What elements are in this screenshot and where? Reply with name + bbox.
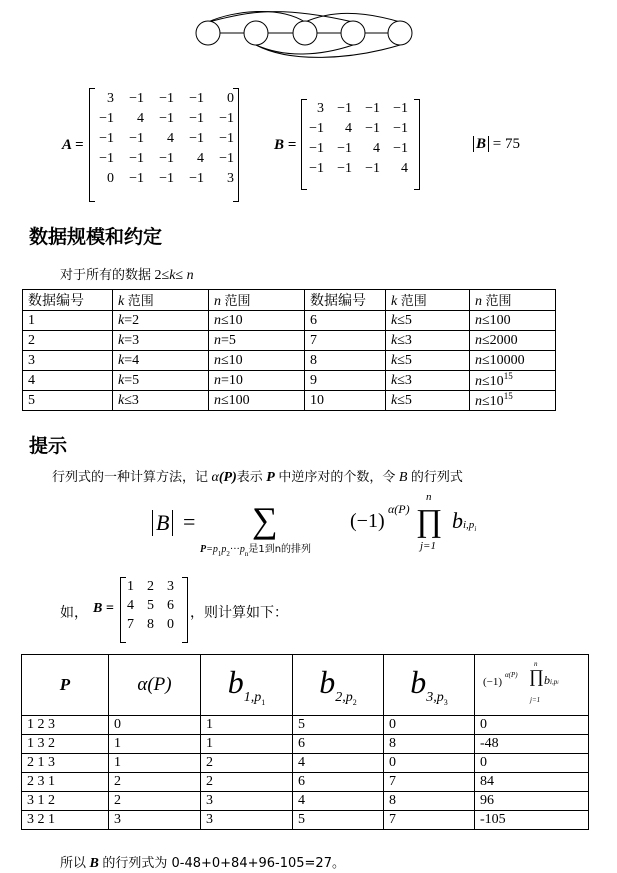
header-k-text-2: 范围 bbox=[400, 294, 427, 309]
sum-sub-eq: =p bbox=[206, 544, 218, 555]
example-matrix bbox=[120, 577, 188, 643]
conclusion-text-2: 的行列式为 0-48+0+84+96-105=27。 bbox=[102, 856, 345, 871]
table-cell bbox=[113, 311, 209, 331]
scale-cond-k: k bbox=[169, 268, 176, 283]
table-cell: -48 bbox=[475, 735, 589, 754]
perm-header-alpha bbox=[109, 655, 201, 716]
matrix-cell: −1 bbox=[365, 161, 380, 176]
matrix-cell: −1 bbox=[219, 151, 234, 166]
header-n-text-2: 范围 bbox=[485, 294, 512, 309]
matrix-cell: −1 bbox=[309, 161, 324, 176]
header-n-var: n bbox=[214, 294, 221, 309]
hint-p: P bbox=[266, 470, 275, 485]
table-row bbox=[22, 735, 589, 754]
example-b-label: B = bbox=[93, 601, 114, 616]
table-cell: 0 bbox=[475, 754, 589, 773]
perm-header-b2-subsub: 2 bbox=[352, 697, 357, 707]
exponent: 15 bbox=[503, 371, 513, 381]
variable: n bbox=[475, 312, 482, 328]
graph-node-5 bbox=[388, 21, 412, 45]
section-title-data-scale: 数据规模和约定 bbox=[29, 226, 163, 248]
matrix-a-grid bbox=[90, 88, 238, 187]
perm-header-b2-sub: 2,p bbox=[335, 689, 353, 705]
table-cell: 7 bbox=[384, 811, 475, 830]
example-prefix: 如， bbox=[60, 605, 88, 621]
inequality-text: n≤100 bbox=[475, 312, 511, 328]
header-k-var: k bbox=[118, 294, 125, 309]
matrix-cell: 4 bbox=[345, 121, 352, 136]
header-k-text: 范围 bbox=[127, 294, 154, 309]
matrix-cell: 0 bbox=[227, 91, 234, 106]
table-cell bbox=[209, 351, 305, 371]
matrix-a-label: A = bbox=[62, 137, 84, 153]
inequality-text: k≤5 bbox=[391, 352, 412, 368]
formula-eq: = bbox=[183, 509, 196, 534]
matrix-cell: −1 bbox=[99, 131, 114, 146]
variable: n bbox=[475, 374, 482, 389]
variable: n bbox=[214, 352, 221, 368]
inequality-text: k=4 bbox=[118, 352, 140, 368]
matrix-cell: −1 bbox=[99, 151, 114, 166]
table-cell: 2 bbox=[109, 792, 201, 811]
variable: k bbox=[118, 392, 125, 408]
variable: n bbox=[475, 352, 482, 368]
table-cell bbox=[386, 351, 470, 371]
sum-sub-p: P bbox=[200, 544, 207, 555]
matrix-cell: 3 bbox=[167, 579, 174, 594]
table-row bbox=[23, 331, 556, 351]
matrix-cell: −1 bbox=[337, 141, 352, 156]
variable: n bbox=[475, 394, 482, 409]
matrix-cell: −1 bbox=[393, 121, 408, 136]
matrix-cell: −1 bbox=[129, 91, 144, 106]
variable: k bbox=[391, 332, 398, 348]
sum-sub-text: 是1到n的排列 bbox=[248, 544, 312, 555]
hint-text-4: 的行列式 bbox=[410, 470, 463, 485]
variable: n bbox=[475, 332, 482, 348]
hint-text-1: 行列式的一种计算方法，记 bbox=[52, 470, 209, 485]
perm-header-b3-subsub: 3 bbox=[443, 697, 448, 707]
hint-b: B bbox=[398, 470, 408, 485]
table-cell: 8 bbox=[384, 735, 475, 754]
variable: k bbox=[118, 372, 125, 388]
table-cell bbox=[209, 331, 305, 351]
variable: k bbox=[118, 332, 125, 348]
section-title-hint: 提示 bbox=[29, 435, 68, 457]
table-row bbox=[22, 716, 589, 735]
table-cell bbox=[209, 311, 305, 331]
table-cell: 4 bbox=[293, 754, 384, 773]
table-cell: 9 bbox=[305, 371, 386, 391]
variable: k bbox=[118, 312, 125, 328]
perm-header-b2-b: b bbox=[319, 663, 336, 700]
matrix-cell: −1 bbox=[129, 171, 144, 186]
table-cell bbox=[386, 331, 470, 351]
table-cell: 2 3 1 bbox=[22, 773, 109, 792]
table-cell: 10 bbox=[305, 391, 386, 411]
hint-paragraph bbox=[52, 466, 463, 486]
hint-text-2: 表示 bbox=[236, 470, 263, 485]
perm-header-row bbox=[22, 655, 589, 716]
header-k-var-2: k bbox=[391, 294, 398, 309]
table-cell: 2 bbox=[201, 773, 293, 792]
matrix-cell: −1 bbox=[189, 171, 204, 186]
header-n-var-2: n bbox=[475, 294, 482, 309]
det-b-eq: = bbox=[492, 136, 502, 152]
perm-header-b3-b: b bbox=[410, 663, 427, 700]
example-suffix: ，则计算如下： bbox=[190, 605, 288, 621]
matrix-cell: −1 bbox=[309, 121, 324, 136]
table-header-row bbox=[23, 290, 556, 311]
table-cell bbox=[470, 371, 556, 391]
scale-intro-text: 对于所有的数据 bbox=[60, 268, 152, 283]
header-n-range-2 bbox=[470, 290, 556, 311]
variable: n bbox=[214, 312, 221, 328]
perm-header-prod-top: n bbox=[534, 660, 538, 668]
table-cell: 5 bbox=[23, 391, 113, 411]
term-sub-i: i bbox=[474, 525, 477, 533]
table-cell: 2 1 3 bbox=[22, 754, 109, 773]
matrix-cell: −1 bbox=[159, 171, 174, 186]
table-cell: 2 bbox=[201, 754, 293, 773]
table-cell: 1 bbox=[109, 754, 201, 773]
table-cell: 2 bbox=[109, 773, 201, 792]
matrix-cell: −1 bbox=[337, 161, 352, 176]
header-n-range bbox=[209, 290, 305, 311]
example-b-name: B bbox=[93, 601, 103, 616]
table-cell: 84 bbox=[475, 773, 589, 792]
matrix-cell: −1 bbox=[189, 91, 204, 106]
table-cell bbox=[470, 391, 556, 411]
formula-lhs: B bbox=[152, 510, 173, 536]
matrix-cell: −1 bbox=[309, 141, 324, 156]
graph-edge-1-3 bbox=[208, 11, 305, 22]
table-cell: 0 bbox=[109, 716, 201, 735]
table-cell bbox=[209, 371, 305, 391]
perm-header-alpha-text: α(P) bbox=[137, 674, 172, 695]
table-cell: 4 bbox=[293, 792, 384, 811]
inequality-text: k=2 bbox=[118, 312, 140, 328]
inequality-text: n≤10000 bbox=[475, 352, 525, 368]
formula-neg-one: (−1) bbox=[350, 510, 385, 532]
formula-term bbox=[452, 508, 476, 534]
matrix-a bbox=[89, 88, 239, 202]
inequality-text: k≤3 bbox=[391, 332, 412, 348]
inequality-text: n≤100 bbox=[214, 392, 250, 408]
table-cell: 1 2 3 bbox=[22, 716, 109, 735]
variable: n bbox=[214, 372, 221, 388]
hint-text-3: 中逆序对的个数，令 bbox=[278, 470, 396, 485]
table-cell: 1 3 2 bbox=[22, 735, 109, 754]
perm-header-b1-subsub: 1 bbox=[261, 697, 266, 707]
table-row bbox=[23, 351, 556, 371]
header-k-range-2 bbox=[386, 290, 470, 311]
data-scale-table bbox=[22, 289, 556, 411]
prod-symbol: ∏ bbox=[416, 502, 443, 538]
table-cell: -105 bbox=[475, 811, 589, 830]
conclusion-text-1: 所以 bbox=[60, 856, 87, 871]
table-cell bbox=[113, 371, 209, 391]
table-cell bbox=[113, 391, 209, 411]
table-cell: 1 bbox=[109, 735, 201, 754]
table-cell: 96 bbox=[475, 792, 589, 811]
table-cell: 1 bbox=[201, 735, 293, 754]
matrix-cell: 4 bbox=[167, 131, 174, 146]
graph-edge-2-4 bbox=[256, 45, 353, 54]
conclusion bbox=[60, 852, 345, 872]
graph-diagram bbox=[190, 8, 420, 60]
table-cell: 0 bbox=[384, 716, 475, 735]
inequality-text: n≤10 bbox=[214, 352, 243, 368]
matrix-a-name: A bbox=[62, 137, 72, 153]
matrix-cell: 4 bbox=[127, 598, 134, 613]
inequality-text: k≤3 bbox=[391, 372, 412, 388]
perm-header-p-text: P bbox=[59, 675, 71, 694]
matrix-cell: −1 bbox=[337, 101, 352, 116]
permutation-table bbox=[21, 654, 589, 830]
sum-subscript: $P=p_1p_2\cdot\cdot\cdot p_n$是1到n的排列 bbox=[200, 544, 312, 558]
formula-exponent: α(P) bbox=[388, 502, 410, 516]
table-cell: 5 bbox=[293, 716, 384, 735]
matrix-cell: −1 bbox=[159, 151, 174, 166]
perm-header-prod-symbol: ∏ bbox=[529, 666, 544, 686]
inequality-text: k=3 bbox=[118, 332, 140, 348]
perm-header-term-sub-i: i bbox=[557, 681, 559, 686]
matrix-cell: 6 bbox=[167, 598, 174, 613]
table-cell bbox=[470, 351, 556, 371]
table-cell bbox=[470, 331, 556, 351]
table-cell bbox=[113, 331, 209, 351]
table-row bbox=[22, 773, 589, 792]
exponent: 15 bbox=[503, 391, 513, 401]
table-row bbox=[22, 792, 589, 811]
table-row bbox=[23, 391, 556, 411]
perm-header-neg-one: (−1) bbox=[483, 676, 503, 688]
table-cell: 2 bbox=[23, 331, 113, 351]
inequality-text: n=5 bbox=[214, 332, 236, 348]
table-cell: 6 bbox=[293, 735, 384, 754]
table-cell bbox=[113, 351, 209, 371]
table-row bbox=[23, 371, 556, 391]
table-cell: 4 bbox=[23, 371, 113, 391]
matrix-cell: −1 bbox=[99, 111, 114, 126]
variable: k bbox=[391, 392, 398, 408]
matrix-cell: −1 bbox=[189, 111, 204, 126]
example-matrix-grid bbox=[121, 577, 187, 633]
table-cell: 8 bbox=[305, 351, 386, 371]
table-cell: 3 bbox=[201, 792, 293, 811]
table-cell bbox=[386, 391, 470, 411]
graph-node-3 bbox=[293, 21, 317, 45]
perm-header-term bbox=[544, 673, 559, 688]
header-n-text: 范围 bbox=[224, 294, 251, 309]
table-cell: 1 bbox=[23, 311, 113, 331]
inequality-text: k≤5 bbox=[391, 312, 412, 328]
matrix-cell: −1 bbox=[219, 131, 234, 146]
table-cell: 8 bbox=[384, 792, 475, 811]
matrix-cell: 4 bbox=[137, 111, 144, 126]
matrix-cell: 4 bbox=[373, 141, 380, 156]
matrix-cell: 4 bbox=[401, 161, 408, 176]
matrix-cell: 3 bbox=[107, 91, 114, 106]
matrix-cell: −1 bbox=[219, 111, 234, 126]
table-cell: 3 2 1 bbox=[22, 811, 109, 830]
inequality-text: n≤10 bbox=[214, 312, 243, 328]
hint-p-paren: (P) bbox=[218, 470, 237, 485]
matrix-cell: 8 bbox=[147, 617, 154, 632]
table-cell: 6 bbox=[293, 773, 384, 792]
matrix-cell: 0 bbox=[167, 617, 174, 632]
graph-node-2 bbox=[244, 21, 268, 45]
matrix-cell: 3 bbox=[227, 171, 234, 186]
table-cell bbox=[209, 391, 305, 411]
matrix-b bbox=[301, 99, 420, 190]
table-row bbox=[22, 811, 589, 830]
conclusion-b: B bbox=[89, 856, 99, 871]
graph-node-1 bbox=[196, 21, 220, 45]
matrix-cell: −1 bbox=[159, 111, 174, 126]
matrix-b-name: B bbox=[274, 137, 285, 153]
table-cell: 3 bbox=[23, 351, 113, 371]
inequality-text: k≤5 bbox=[391, 392, 412, 408]
table-cell: 3 bbox=[109, 811, 201, 830]
inequality-text: n≤10 bbox=[475, 374, 504, 389]
table-cell bbox=[386, 371, 470, 391]
table-cell: 0 bbox=[475, 716, 589, 735]
inequality-text: n=10 bbox=[214, 372, 243, 388]
matrix-cell: 7 bbox=[127, 617, 134, 632]
matrix-cell: −1 bbox=[393, 101, 408, 116]
graph-node-4 bbox=[341, 21, 365, 45]
matrix-cell: −1 bbox=[129, 151, 144, 166]
perm-header-exp: α(P) bbox=[505, 671, 518, 679]
variable: k bbox=[391, 372, 398, 388]
hint-alpha: α bbox=[211, 470, 219, 485]
matrix-cell: 0 bbox=[107, 171, 114, 186]
perm-header-product bbox=[475, 655, 589, 716]
sum-symbol: ∑ bbox=[252, 500, 278, 540]
inequality-text: n≤2000 bbox=[475, 332, 518, 348]
table-cell: 3 bbox=[201, 811, 293, 830]
perm-header-b1-sub: 1,p bbox=[243, 689, 262, 705]
matrix-cell: −1 bbox=[129, 131, 144, 146]
prod-top: n bbox=[426, 491, 432, 503]
det-b-label: B bbox=[473, 136, 489, 152]
scale-intro bbox=[60, 264, 194, 284]
determinant-formula bbox=[150, 491, 500, 561]
perm-header-b2 bbox=[293, 655, 384, 716]
matrix-cell: 2 bbox=[147, 579, 154, 594]
table-cell: 0 bbox=[384, 754, 475, 773]
matrix-cell: −1 bbox=[159, 91, 174, 106]
prod-bottom: j=1 bbox=[420, 540, 436, 552]
inequality-text: k=5 bbox=[118, 372, 140, 388]
perm-header-term-b: b bbox=[544, 673, 550, 687]
table-cell: 5 bbox=[293, 811, 384, 830]
perm-header-b3 bbox=[384, 655, 475, 716]
table-row bbox=[22, 754, 589, 773]
perm-header-p bbox=[22, 655, 109, 716]
table-cell bbox=[470, 311, 556, 331]
scale-cond-n: n bbox=[186, 268, 194, 283]
matrix-cell: −1 bbox=[189, 131, 204, 146]
header-data-id-2: 数据编号 bbox=[305, 290, 386, 311]
variable: k bbox=[118, 352, 125, 368]
matrix-cell: −1 bbox=[393, 141, 408, 156]
matrix-b-grid bbox=[302, 99, 419, 177]
table-cell bbox=[386, 311, 470, 331]
table-cell: 7 bbox=[305, 331, 386, 351]
table-row bbox=[23, 311, 556, 331]
table-cell: 6 bbox=[305, 311, 386, 331]
matrix-b-label: B = bbox=[274, 137, 297, 153]
matrix-cell: 5 bbox=[147, 598, 154, 613]
variable: n bbox=[214, 392, 221, 408]
matrix-cell: −1 bbox=[365, 121, 380, 136]
inequality-text: n≤10 bbox=[475, 394, 504, 409]
variable: n bbox=[214, 332, 221, 348]
det-b-value: 75 bbox=[504, 136, 520, 152]
inequality-text: k≤3 bbox=[118, 392, 139, 408]
perm-header-term-sub: i,p bbox=[550, 678, 558, 686]
matrix-cell: 4 bbox=[197, 151, 204, 166]
header-k-range bbox=[113, 290, 209, 311]
scale-cond-mid: ≤ bbox=[175, 268, 184, 283]
header-data-id: 数据编号 bbox=[23, 290, 113, 311]
table-cell: 3 1 2 bbox=[22, 792, 109, 811]
term-sub: i,p bbox=[463, 519, 475, 531]
table-cell: 1 bbox=[201, 716, 293, 735]
perm-header-b1 bbox=[201, 655, 293, 716]
variable: k bbox=[391, 352, 398, 368]
table-cell: 7 bbox=[384, 773, 475, 792]
perm-header-b1-b: b bbox=[227, 663, 244, 700]
variable: k bbox=[391, 312, 398, 328]
term-b: b bbox=[452, 508, 463, 533]
matrix-cell: 3 bbox=[317, 101, 324, 116]
perm-header-b3-sub: 3,p bbox=[426, 689, 444, 705]
scale-cond-prefix: 2≤ bbox=[154, 268, 170, 283]
perm-header-prod-bottom: j=1 bbox=[530, 696, 541, 704]
matrix-cell: 1 bbox=[127, 579, 134, 594]
det-b bbox=[473, 136, 520, 153]
matrix-cell: −1 bbox=[365, 101, 380, 116]
